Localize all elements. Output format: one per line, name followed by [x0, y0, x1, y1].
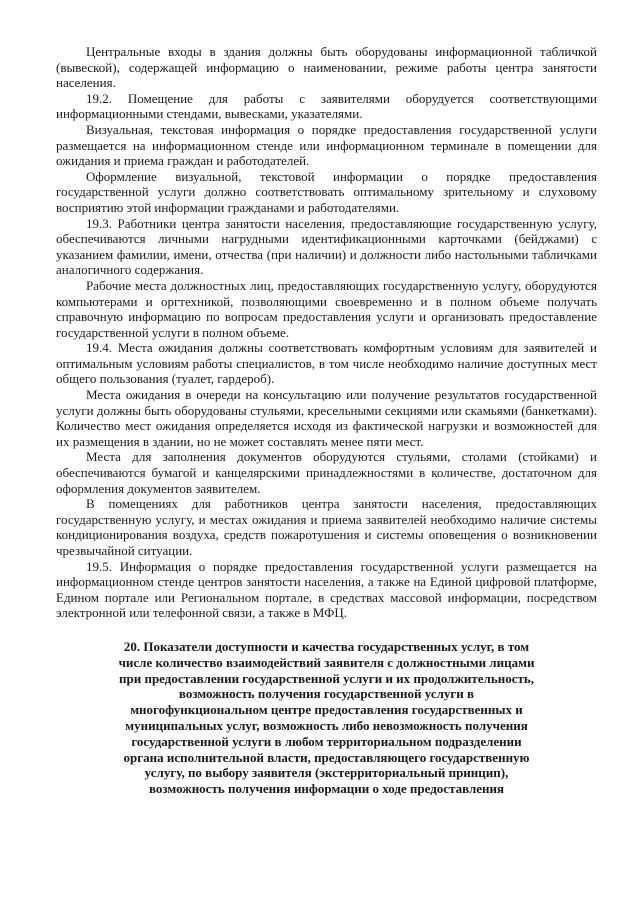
paragraph-19-5: 19.5. Информация о порядке предоставления государственной услуги размещается на информационном стенде центров занятости населения, а также на Единой цифровой платформе, Едином портале или Региональном портале, в средствах массовой информации, посредством электронной или телефонной связи, а также в МФЦ. [56, 558, 597, 621]
paragraph-19-4: 19.4. Места ожидания должны соответствовать комфортным условиям для заявителей и оптимальным условиям работы специалистов, в том числе необходимо наличие доступных мест общего пользования (туалет, гардероб). [56, 340, 597, 387]
paragraph-premises-equipment: В помещениях для работников центра занятости населения, предоставляющих государственную услугу, и местах ожидания и приема заявителей необходимо наличие системы кондиционирования воздуха, средств пожаротушения и системы оповещения о возникновении чрезвычайной ситуации. [56, 496, 597, 558]
paragraph-19-2: 19.2. Помещение для работы с заявителями оборудуется соответствующими информационными стендами, вывесками, указателями. [56, 90, 597, 122]
document-body [56, 44, 597, 797]
paragraph-visual-info: Визуальная, текстовая информация о порядке предоставления государственной услуги размещается на информационном стенде или информационном терминале в помещении для ожидания и приема граждан и работодателей. [56, 121, 597, 169]
paragraph-waiting-places: Места ожидания в очереди на консультацию или получение результатов государственной услуги должны быть оборудованы стульями, кресельными секциями или скамьями (банкетками). Количество мест ожидания определяется исходя из фактической нагрузки и возможностей для их размещения в здании, но не может составлять менее пяти мест. [56, 387, 597, 449]
paragraph-document-filling: Места для заполнения документов оборудуются стульями, столами (стойками) и обеспечиваются бумагой и канцелярскими принадлежностями в количестве, достаточном для оформления документов заявителем. [56, 449, 597, 496]
paragraph-workplaces: Рабочие места должностных лиц, предоставляющих государственную услугу, оборудуются компьютерами и оргтехникой, позволяющими своевременно и в полном объеме получать справочную информацию по вопросам предоставления услуги и организовать предоставление государственной услуги в полном объеме. [56, 277, 597, 340]
paragraph-19-3: 19.3. Работники центра занятости населения, предоставляющие государственную услугу, обеспечиваются личными нагрудными идентификационными карточками (бейджами) с указанием фамилии, имени, отчества (при наличии) и должности либо настольными табличками аналогичного содержания. [56, 215, 597, 278]
paragraph-entrance-signage: Центральные входы в здания должны быть оборудованы информационной табличкой (вывеской), содержащей информацию о наименовании, режиме работы центра занятости населения. [56, 44, 597, 91]
section-heading-20: 20. Показатели доступности и качества государственных услуг, в том числе количество взаимодействий заявителя с должностными лицами при предоставлении государственной услуги и их продолжительность, возможность получения государственной услуги в многофункциональном центре предоставления государственных и муниципальных услуг, возможность либо невозможность получения государственной услуги в любом территориальном подразделении органа исполнительной власти, предоставляющего государственную услугу, по выбору заявителя (экстерриториальный принцип), возможность получения информации о ходе предоставления [118, 638, 535, 797]
paragraph-info-design: Оформление визуальной, текстовой информации о порядке предоставления государственной услуги должно соответствовать оптимальному зрительному и слуховому восприятию этой информации гражданами и работодателями. [56, 168, 597, 215]
